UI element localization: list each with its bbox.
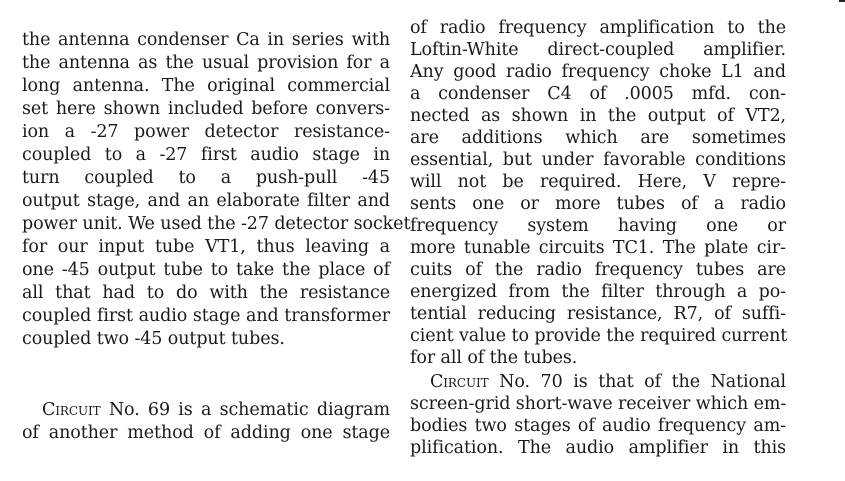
- text-line: coupled to a -27 first audio stage in: [22, 145, 390, 165]
- text-line: a condenser C4 of .0005 mfd. con-: [410, 84, 786, 104]
- text-line: power unit. We used the -27 detector socket: [22, 214, 411, 234]
- page-edge-mark: [839, 0, 845, 2]
- text-line: for our input tube VT1, thus leaving a: [22, 237, 390, 257]
- text-line: of another method of adding one stage: [22, 423, 390, 443]
- text-line: bodies two stages of audio frequency am-: [410, 416, 786, 436]
- text-line: turn coupled to a push-pull -45: [22, 168, 390, 188]
- text-line: tential reducing resistance, R7, of suffi-: [410, 304, 786, 324]
- text-line: for all of the tubes.: [410, 348, 578, 368]
- text-line: set here shown included before convers-: [22, 99, 390, 119]
- lead-line-rest: No. 70 is that of the National: [488, 372, 786, 392]
- lead-line-rest: No. 69 is a schematic diagram: [100, 400, 390, 420]
- text-line: of radio frequency amplification to the: [410, 18, 786, 38]
- text-line: energized from the filter through a po-: [410, 282, 786, 302]
- text-line: more tunable circuits TC1. The plate cir-: [410, 238, 786, 258]
- text-line: coupled two -45 output tubes.: [22, 329, 285, 349]
- text-line: ion a -27 power detector resistance-: [22, 122, 390, 142]
- text-line: one -45 output tube to take the place of: [22, 260, 390, 280]
- text-line: long antenna. The original commercial: [22, 76, 390, 96]
- text-line: Any good radio frequency choke L1 and: [410, 62, 786, 82]
- text-line: essential, but under favorable conditions: [410, 150, 786, 170]
- text-line: Loftin-White direct-coupled amplifier.: [410, 40, 786, 60]
- text-line: output stage, and an elaborate filter and: [22, 191, 390, 211]
- text-line: plification. The audio amplifier in this: [410, 438, 786, 458]
- text-line: will not be required. Here, V repre-: [410, 172, 786, 192]
- text-line: frequency system having one or: [410, 216, 786, 236]
- text-line: coupled first audio stage and transformer: [22, 306, 390, 326]
- text-line: cient value to provide the required current: [410, 326, 788, 346]
- text-line: cuits of the radio frequency tubes are: [410, 260, 786, 280]
- text-line: all that had to do with the resistance: [22, 283, 390, 303]
- circuit-lead-in: Circuit: [430, 372, 489, 392]
- text-line: screen-grid short-wave receiver which em-: [410, 394, 787, 414]
- text-line: sents one or more tubes of a radio: [410, 194, 786, 214]
- paragraph-lead-line: [410, 372, 786, 392]
- text-line: the antenna condenser Ca in series with: [22, 30, 390, 50]
- text-line: the antenna as the usual provision for a: [22, 53, 390, 73]
- text-line: nected as shown in the output of VT2,: [410, 106, 786, 126]
- text-line: are additions which are sometimes: [410, 128, 786, 148]
- circuit-lead-in: Circuit: [42, 400, 101, 420]
- paragraph-lead-line: [22, 400, 390, 420]
